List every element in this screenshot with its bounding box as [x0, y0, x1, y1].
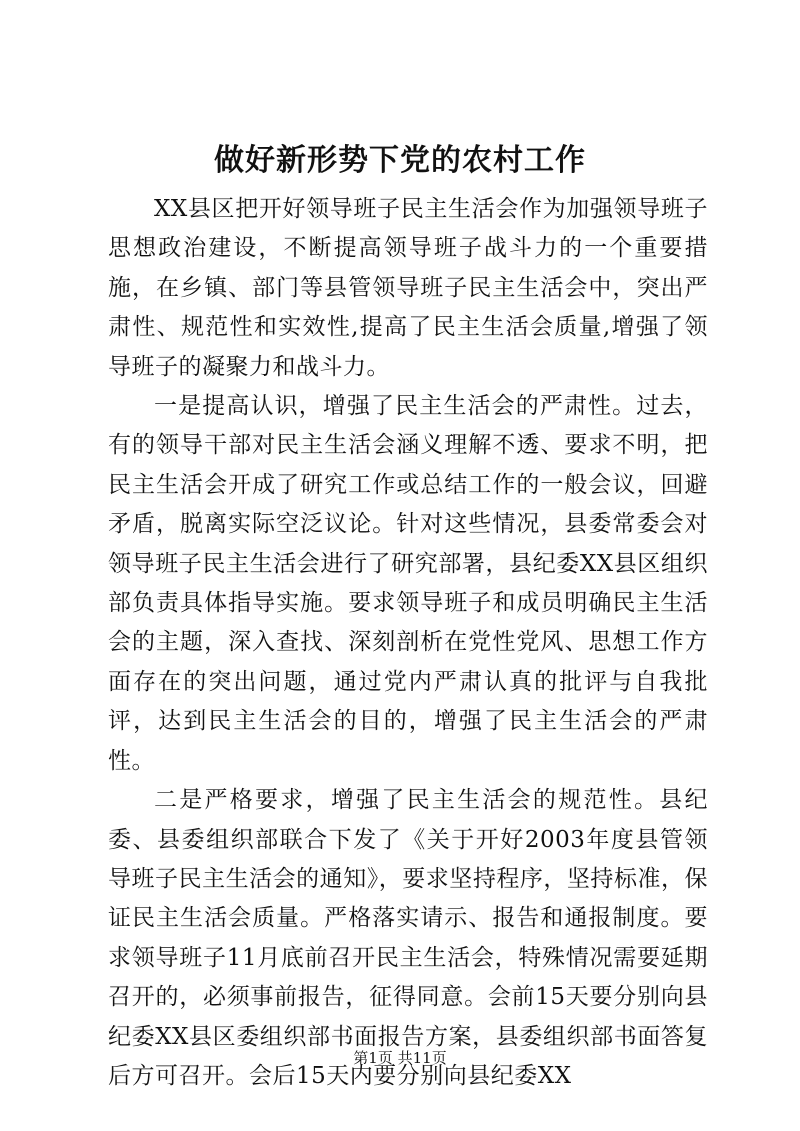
document-body: [108, 190, 708, 1096]
page-number-footer: 第1页 共11页: [353, 1049, 447, 1067]
document-title: 做好新形势下党的农村工作: [214, 143, 586, 178]
paragraph-point-two: 二是严格要求，增强了民主生活会的规范性。县纪委、县委组织部联合下发了《关于开好2003年度县管领导班子民主生活会的通知》，要求坚持程序，坚持标准，保证民主生活会质量。严格落实请示、报告和通报制度。要求领导班子11月底前召开民主生活会，特殊情况需要延期召开的，必须事前报告，征得同意。会前15天要分别向县纪委XX县区委组织部书面报告方案，县委组织部书面答复后方可召开。会后15天内要分别向县纪委XX: [108, 787, 708, 1089]
paragraph-intro: XX县区把开好领导班子民主生活会作为加强领导班子思想政治建设，不断提高领导班子战斗力的一个重要措施，在乡镇、部门等县管领导班子民主生活会中，突出严肃性、规范性和实效性,提高了民主生活会质量,增强了领导班子的凝聚力和战斗力。: [108, 196, 708, 380]
paragraph-point-one: 一是提高认识，增强了民主生活会的严肃性。过去，有的领导干部对民主生活会涵义理解不透、要求不明，把民主生活会开成了研究工作或总结工作的一般会议，回避矛盾，脱离实际空泛议论。针对这些情况，县委常委会对领导班子民主生活会进行了研究部署，县纪委XX县区组织部负责具体指导实施。要求领导班子和成员明确民主生活会的主题，深入查找、深刻剖析在党性党风、思想工作方面存在的突出问题，通过党内严肃认真的批评与自我批评，达到民主生活会的目的，增强了民主生活会的严肃性。: [108, 393, 708, 774]
